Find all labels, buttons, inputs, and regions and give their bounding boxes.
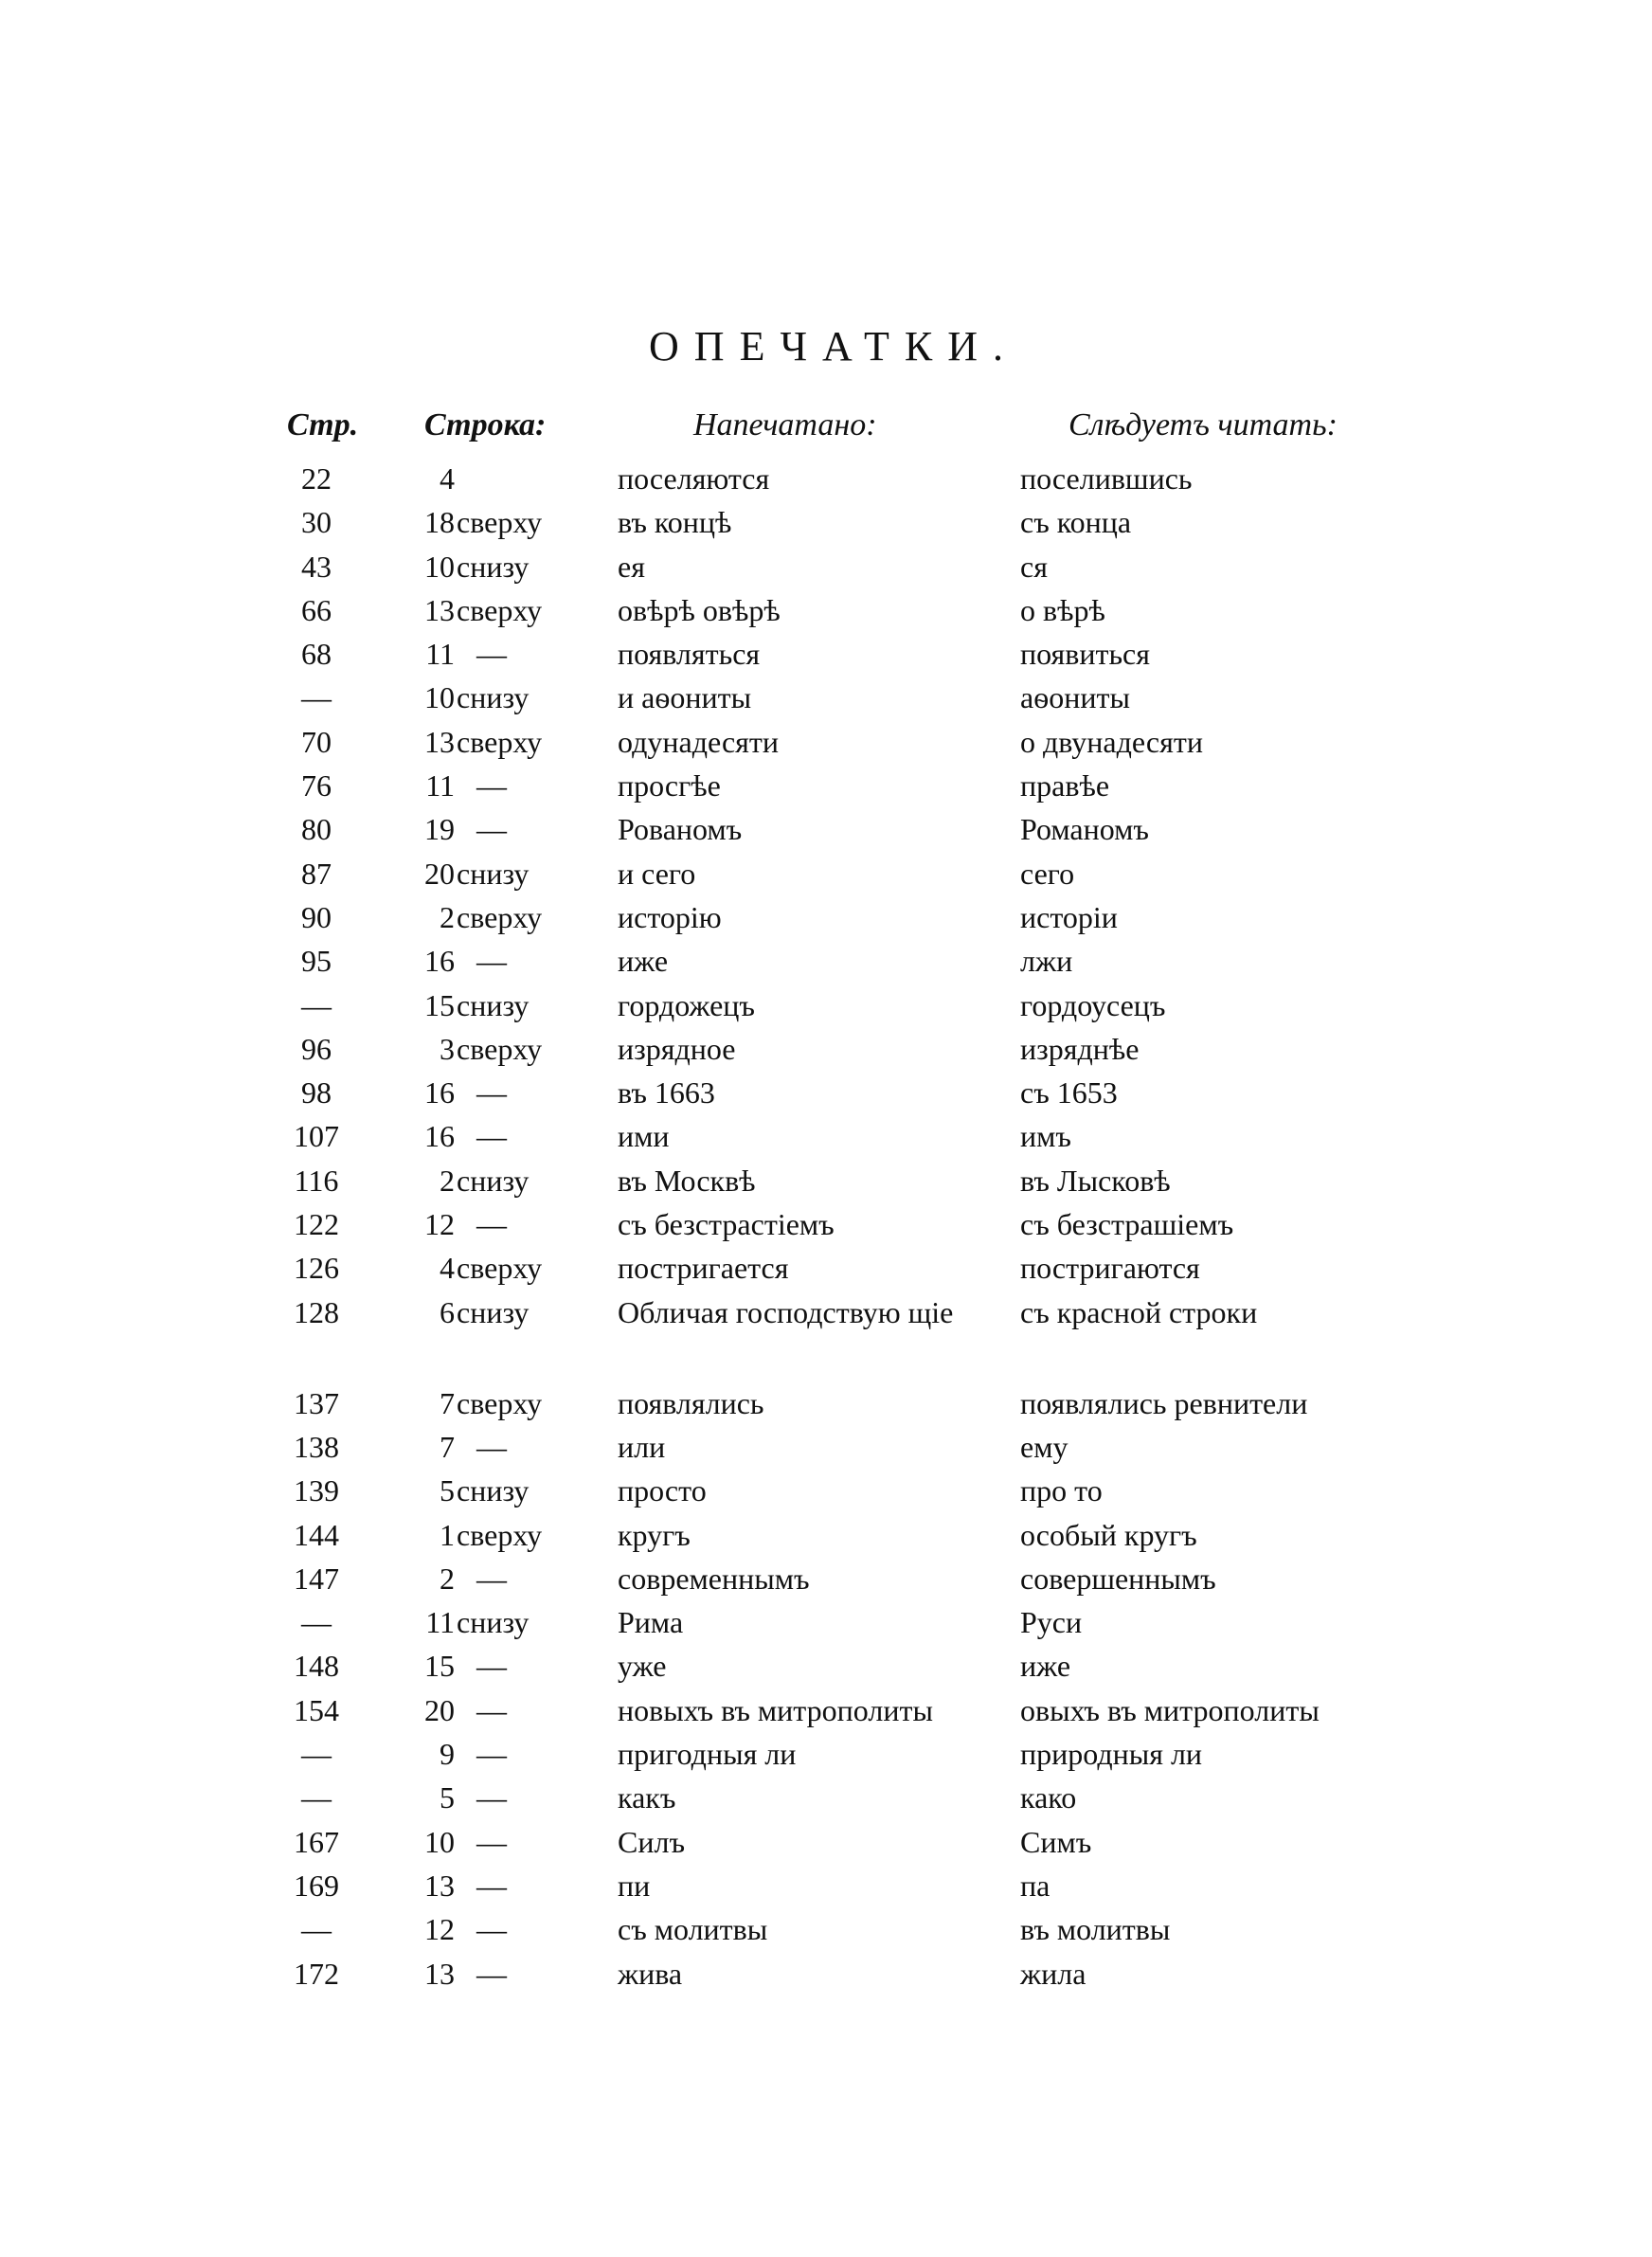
line-position-cell: сверху: [457, 505, 543, 540]
table-row: [0, 1291, 1652, 1381]
table-row: [0, 895, 1652, 939]
printed-cell: одунадесяти: [618, 724, 779, 759]
should-read-cell: иже: [1020, 1649, 1071, 1684]
table-row: [0, 1071, 1652, 1114]
line-number-cell: 12: [424, 1207, 455, 1242]
page-cell: —: [301, 1605, 332, 1640]
line-position-cell: сверху: [457, 1517, 543, 1552]
line-number-cell: 7: [440, 1385, 455, 1420]
line-number-cell: 3: [440, 1031, 455, 1066]
printed-cell: и сего: [618, 856, 696, 891]
header-printed: Напечатано:: [693, 407, 877, 442]
table-header: [0, 407, 1652, 455]
page-cell: 30: [301, 505, 332, 540]
page-cell: 90: [301, 899, 332, 934]
page-cell: 95: [301, 944, 332, 979]
page-cell: 144: [294, 1517, 339, 1552]
table-row: [0, 457, 1652, 500]
table-row: [0, 1600, 1652, 1644]
line-position-cell: снизу: [457, 1163, 530, 1198]
page-cell: 169: [294, 1868, 339, 1903]
should-read-cell: природныя ли: [1020, 1737, 1203, 1772]
line-position-cell: —: [476, 768, 507, 803]
line-number-cell: 10: [424, 1824, 455, 1859]
should-read-cell: ему: [1020, 1429, 1068, 1464]
line-position-cell: —: [476, 1956, 507, 1991]
printed-cell: Рима: [618, 1605, 684, 1640]
page-cell: 139: [294, 1473, 339, 1508]
line-number-cell: 11: [425, 768, 455, 803]
should-read-cell: како: [1020, 1780, 1077, 1815]
line-number-cell: 2: [440, 1561, 455, 1596]
header-line: Строка:: [424, 407, 547, 442]
page-cell: 96: [301, 1031, 332, 1066]
table-row: [0, 1907, 1652, 1951]
printed-cell: Рованомъ: [618, 812, 743, 847]
should-read-cell: о двунадесяти: [1020, 724, 1203, 759]
line-position-cell: —: [476, 1075, 507, 1110]
should-read-cell: въ молитвы: [1020, 1912, 1171, 1947]
should-read-cell: гордоусецъ: [1020, 987, 1166, 1022]
line-position-cell: —: [476, 1824, 507, 1859]
page-cell: 148: [294, 1649, 339, 1684]
line-number-cell: 18: [424, 505, 455, 540]
should-read-cell: имъ: [1020, 1119, 1071, 1154]
table-row: [0, 588, 1652, 632]
page-cell: 128: [294, 1294, 339, 1329]
page-cell: 87: [301, 856, 332, 891]
page-cell: —: [301, 1912, 332, 1947]
line-number-cell: 7: [440, 1429, 455, 1464]
line-number-cell: 16: [424, 944, 455, 979]
printed-cell: какъ: [618, 1780, 676, 1815]
line-number-cell: 4: [440, 1251, 455, 1286]
printed-cell: поселяются: [618, 461, 770, 496]
page-cell: 107: [294, 1119, 339, 1154]
table-row: [0, 807, 1652, 851]
printed-cell: въ Москвѣ: [618, 1163, 756, 1198]
table-row: [0, 939, 1652, 983]
line-position-cell: сверху: [457, 1385, 543, 1420]
line-number-cell: 4: [440, 461, 455, 496]
line-number-cell: 12: [424, 1912, 455, 1947]
line-position-cell: —: [476, 1780, 507, 1815]
page-cell: 126: [294, 1251, 339, 1286]
line-position-cell: —: [476, 637, 507, 672]
printed-cell: гордожецъ: [618, 987, 755, 1022]
page-cell: 70: [301, 724, 332, 759]
line-position-cell: снизу: [457, 1473, 530, 1508]
line-position-cell: сверху: [457, 592, 543, 627]
printed-cell: кругъ: [618, 1517, 691, 1552]
line-number-cell: 2: [440, 1163, 455, 1198]
table-row: [0, 1469, 1652, 1512]
page-cell: 138: [294, 1429, 339, 1464]
line-number-cell: 13: [424, 724, 455, 759]
page-cell: 43: [301, 549, 332, 584]
should-read-cell: совершеннымъ: [1020, 1561, 1216, 1596]
line-position-cell: снизу: [457, 987, 530, 1022]
printed-cell: появлялись: [618, 1385, 764, 1420]
printed-cell: или: [618, 1429, 666, 1464]
page-cell: —: [301, 987, 332, 1022]
page-cell: 147: [294, 1561, 339, 1596]
line-number-cell: 6: [440, 1294, 455, 1329]
table-row: [0, 1159, 1652, 1202]
table-row: [0, 1644, 1652, 1688]
line-number-cell: 11: [425, 1605, 455, 1640]
line-position-cell: сверху: [457, 1251, 543, 1286]
printed-cell: ими: [618, 1119, 670, 1154]
line-position-cell: сверху: [457, 899, 543, 934]
header-should-read: Слѣдуетъ читать:: [1068, 407, 1338, 442]
table-row: [0, 1202, 1652, 1246]
page-cell: —: [301, 680, 332, 715]
should-read-cell: правѣе: [1020, 768, 1110, 803]
line-number-cell: 9: [440, 1737, 455, 1772]
line-number-cell: 15: [424, 987, 455, 1022]
printed-cell: Силъ: [618, 1824, 685, 1859]
page-cell: 172: [294, 1956, 339, 1991]
should-read-cell: Руси: [1020, 1605, 1083, 1640]
should-read-cell: съ безстрашіемъ: [1020, 1207, 1234, 1242]
table-row: [0, 984, 1652, 1027]
line-position-cell: —: [476, 1912, 507, 1947]
errata-table: [0, 457, 1652, 1995]
should-read-cell: съ конца: [1020, 505, 1132, 540]
should-read-cell: появиться: [1020, 637, 1150, 672]
should-read-cell: особый кругъ: [1020, 1517, 1197, 1552]
table-row: [0, 1425, 1652, 1469]
line-position-cell: —: [476, 1561, 507, 1596]
table-row: [0, 632, 1652, 676]
line-position-cell: —: [476, 1207, 507, 1242]
printed-cell: постригается: [618, 1251, 789, 1286]
table-row: [0, 1952, 1652, 1995]
printed-cell: съ молитвы: [618, 1912, 768, 1947]
printed-cell: появляться: [618, 637, 761, 672]
should-read-cell: ся: [1020, 549, 1048, 584]
page-cell: 22: [301, 461, 332, 496]
printed-cell: овѣрѣ овѣрѣ: [618, 592, 781, 627]
should-read-cell: исторіи: [1020, 899, 1118, 934]
printed-cell: въ 1663: [618, 1075, 715, 1110]
printed-cell: Обличая господствую щіе: [618, 1294, 954, 1329]
should-read-cell: лжи: [1020, 944, 1073, 979]
line-number-cell: 13: [424, 1956, 455, 1991]
printed-cell: пи: [618, 1868, 651, 1903]
page-cell: —: [301, 1780, 332, 1815]
table-row: [0, 500, 1652, 544]
line-position-cell: —: [476, 1692, 507, 1727]
page-cell: 68: [301, 637, 332, 672]
line-position-cell: —: [476, 812, 507, 847]
line-number-cell: 20: [424, 1692, 455, 1727]
printed-cell: жива: [618, 1956, 683, 1991]
page-cell: 122: [294, 1207, 339, 1242]
line-position-cell: —: [476, 944, 507, 979]
line-number-cell: 2: [440, 899, 455, 934]
should-read-cell: поселившись: [1020, 461, 1193, 496]
line-number-cell: 5: [440, 1780, 455, 1815]
line-number-cell: 5: [440, 1473, 455, 1508]
page-cell: 98: [301, 1075, 332, 1110]
line-position-cell: сверху: [457, 724, 543, 759]
should-read-cell: сего: [1020, 856, 1075, 891]
page-cell: 66: [301, 592, 332, 627]
printed-cell: и аѳониты: [618, 680, 752, 715]
line-position-cell: сверху: [457, 1031, 543, 1066]
line-number-cell: 1: [440, 1517, 455, 1552]
line-position-cell: снизу: [457, 856, 530, 891]
line-number-cell: 19: [424, 812, 455, 847]
printed-cell: въ концѣ: [618, 505, 732, 540]
should-read-cell: появлялись ревнители: [1020, 1385, 1308, 1420]
line-position-cell: —: [476, 1737, 507, 1772]
printed-cell: просгѣе: [618, 768, 721, 803]
line-number-cell: 15: [424, 1649, 455, 1684]
table-row: [0, 1246, 1652, 1290]
table-row: [0, 1114, 1652, 1158]
table-row: [0, 545, 1652, 588]
line-position-cell: —: [476, 1429, 507, 1464]
page-title: ОПЕЧАТКИ.: [649, 323, 1018, 370]
table-row: [0, 1688, 1652, 1732]
should-read-cell: изряднѣе: [1020, 1031, 1140, 1066]
line-position-cell: снизу: [457, 549, 530, 584]
page-cell: —: [301, 1737, 332, 1772]
table-row: [0, 1027, 1652, 1071]
table-row: [0, 764, 1652, 807]
printed-cell: исторію: [618, 899, 722, 934]
line-position-cell: снизу: [457, 680, 530, 715]
should-read-cell: о вѣрѣ: [1020, 592, 1105, 627]
printed-cell: иже: [618, 944, 669, 979]
page-cell: 137: [294, 1385, 339, 1420]
printed-cell: современнымъ: [618, 1561, 810, 1596]
table-row: [0, 720, 1652, 764]
should-read-cell: Романомъ: [1020, 812, 1149, 847]
line-number-cell: 13: [424, 592, 455, 627]
table-row: [0, 852, 1652, 895]
printed-cell: ея: [618, 549, 645, 584]
line-number-cell: 20: [424, 856, 455, 891]
table-row: [0, 676, 1652, 719]
should-read-cell: съ красной строки: [1020, 1294, 1258, 1329]
line-position-cell: —: [476, 1649, 507, 1684]
line-number-cell: 11: [425, 637, 455, 672]
header-page: Стр.: [287, 407, 359, 442]
line-position-cell: —: [476, 1868, 507, 1903]
table-row: [0, 1381, 1652, 1425]
should-read-cell: овыхъ въ митрополиты: [1020, 1692, 1320, 1727]
page-cell: 154: [294, 1692, 339, 1727]
line-position-cell: снизу: [457, 1294, 530, 1329]
line-number-cell: 16: [424, 1119, 455, 1154]
line-number-cell: 10: [424, 680, 455, 715]
table-row: [0, 1513, 1652, 1557]
printed-cell: уже: [618, 1649, 667, 1684]
table-row: [0, 1864, 1652, 1907]
should-read-cell: па: [1020, 1868, 1050, 1903]
page-cell: 167: [294, 1824, 339, 1859]
should-read-cell: Симъ: [1020, 1824, 1092, 1859]
table-row: [0, 1820, 1652, 1864]
printed-cell: просто: [618, 1473, 707, 1508]
line-number-cell: 10: [424, 549, 455, 584]
line-number-cell: 13: [424, 1868, 455, 1903]
should-read-cell: постригаются: [1020, 1251, 1200, 1286]
table-row: [0, 1732, 1652, 1776]
printed-cell: новыхъ въ митрополиты: [618, 1692, 933, 1727]
should-read-cell: съ 1653: [1020, 1075, 1118, 1110]
page-cell: 80: [301, 812, 332, 847]
printed-cell: изрядное: [618, 1031, 736, 1066]
should-read-cell: въ Лысковѣ: [1020, 1163, 1171, 1198]
line-number-cell: 16: [424, 1075, 455, 1110]
table-row: [0, 1557, 1652, 1600]
line-position-cell: —: [476, 1119, 507, 1154]
should-read-cell: про то: [1020, 1473, 1103, 1508]
should-read-cell: жила: [1020, 1956, 1086, 1991]
page-cell: 116: [294, 1163, 339, 1198]
printed-cell: съ безстрастіемъ: [618, 1207, 835, 1242]
line-position-cell: снизу: [457, 1605, 530, 1640]
table-row: [0, 1776, 1652, 1819]
page-cell: 76: [301, 768, 332, 803]
printed-cell: пригодныя ли: [618, 1737, 797, 1772]
should-read-cell: аѳониты: [1020, 680, 1130, 715]
